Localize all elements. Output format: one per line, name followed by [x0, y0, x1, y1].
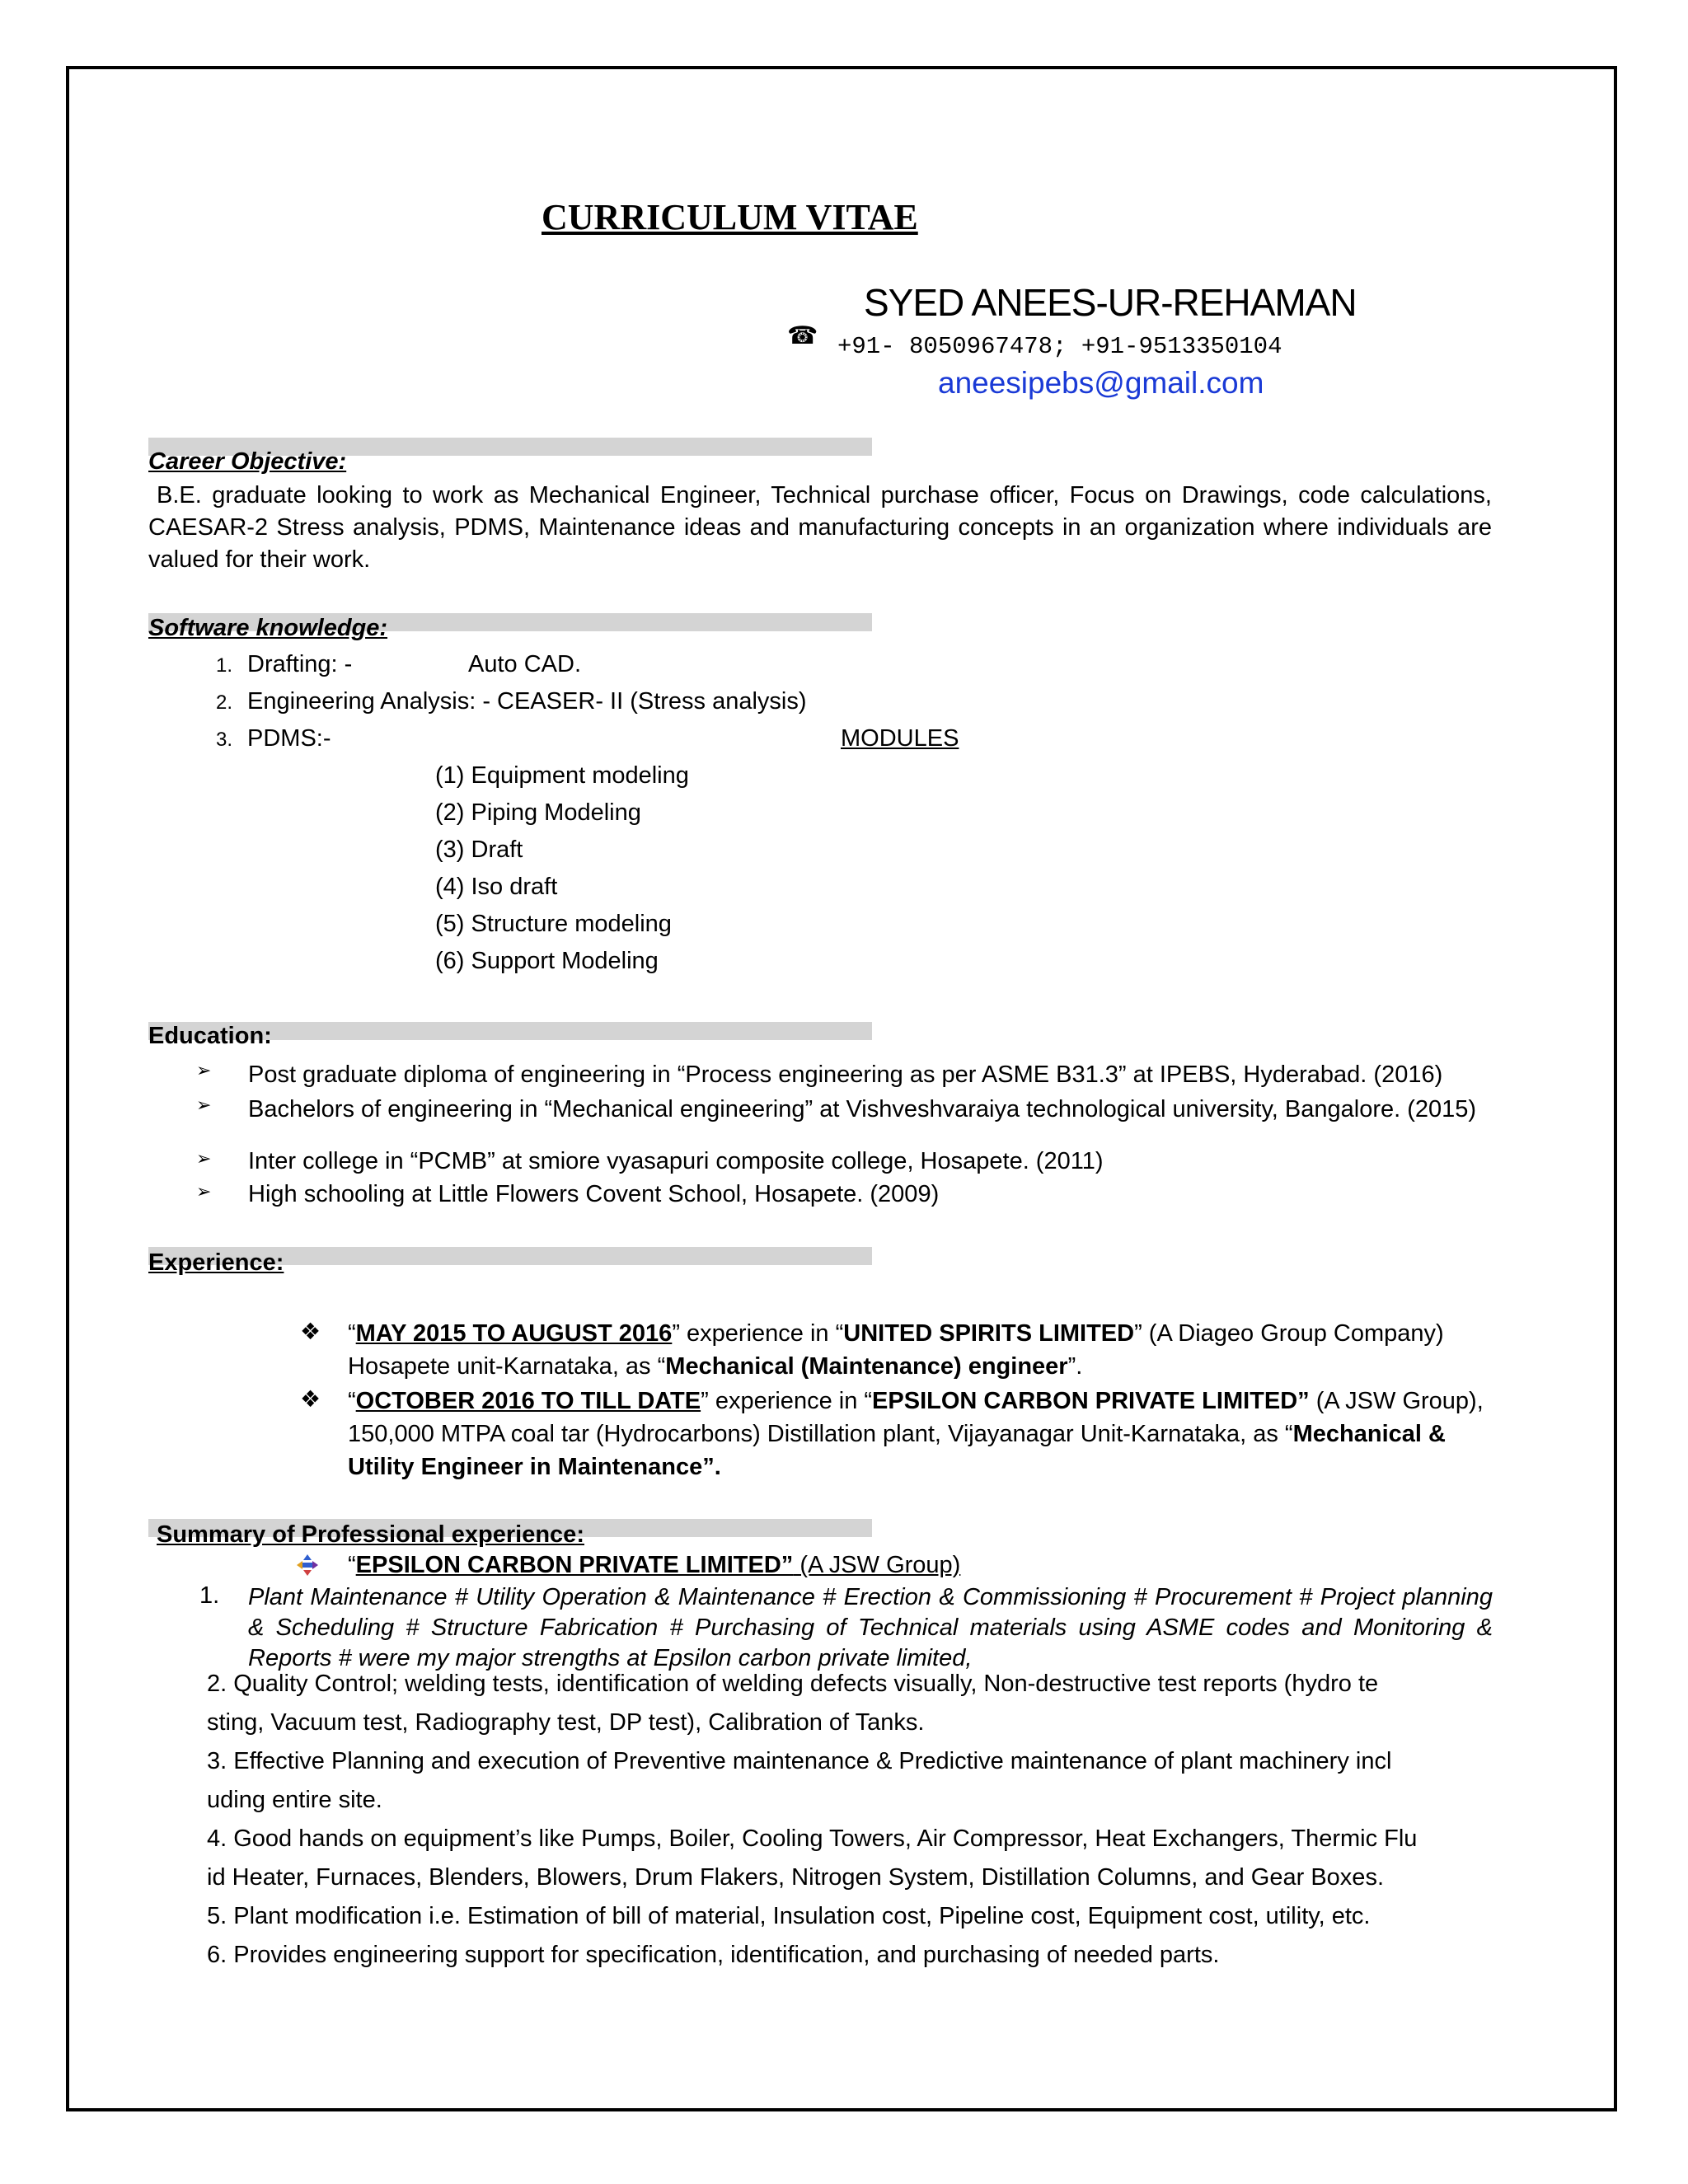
module-item: (3) Draft [435, 837, 523, 863]
summary-line: 2. Quality Control; welding tests, identification of welding defects visually, Non-destructive test reports (hydro te [207, 1671, 1379, 1697]
pdms-modules-heading: MODULES [841, 725, 959, 752]
summary-line: 6. Provides engineering support for specification, identification, and purchasing of needed parts. [207, 1942, 1220, 1968]
education-item: Bachelors of engineering in “Mechanical engineering” at Vishveshvaraiya technological university, Bangalore. (2015) [248, 1096, 1477, 1122]
career-heading: Career Objective: [148, 448, 347, 475]
education-item: Inter college in “PCMB” at smiore vyasapuri composite college, Hosapete. (2011) [248, 1148, 1104, 1174]
experience-heading: Experience: [148, 1249, 284, 1276]
summary-item-strengths: Plant Maintenance # Utility Operation & Maintenance # Erection & Commissioning # Procurement # Project planning & Scheduling # Structure Fabrication # Purchasing of Technical materials using ASME codes and Monitoring & Reports # were my major strengths at Epsilon carbon private limited, [248, 1584, 1493, 1671]
education-item: Post graduate diploma of engineering in “Process engineering as per ASME B31.3” at IPEBS, Hyderabad. (2016) [248, 1062, 1443, 1088]
module-item: (5) Structure modeling [435, 911, 672, 937]
arrow-bullet-icon: ➢ [196, 1181, 212, 1202]
summary-line: 3. Effective Planning and execution of Preventive maintenance & Predictive maintenance of plant machinery incl [207, 1748, 1392, 1774]
software-item-drafting: 1. Drafting: - [216, 651, 353, 677]
summary-line: uding entire site. [207, 1787, 382, 1813]
education-heading: Education: [148, 1023, 272, 1049]
summary-heading: Summary of Professional experience: [157, 1521, 584, 1548]
software-item-analysis: 2. Engineering Analysis: - CEASER- II (Stress analysis) [216, 688, 807, 715]
summary-line: id Heater, Furnaces, Blenders, Blowers, Drum Flakers, Nitrogen System, Distillation Columns, and Gear Boxes. [207, 1864, 1384, 1891]
diamond-bullet-icon: ❖ [300, 1386, 321, 1412]
four-way-arrow-icon [295, 1553, 320, 1577]
software-heading: Software knowledge: [148, 615, 388, 641]
summary-item-number: 1. [199, 1582, 220, 1609]
email-link[interactable]: aneesipebs@gmail.com [938, 366, 1264, 400]
module-item: (2) Piping Modeling [435, 799, 641, 826]
summary-line: sting, Vacuum test, Radiography test, DP test), Calibration of Tanks. [207, 1709, 925, 1736]
module-item: (4) Iso draft [435, 874, 558, 900]
career-objective-text: B.E. graduate looking to work as Mechanical Engineer, Technical purchase officer, Focus on Drawings, code calculations, CAESAR-2 Stress analysis, PDMS, Maintenance ideas and manufacturing concepts in an organization where individuals are valued for their work. [148, 482, 1492, 573]
experience-item: “OCTOBER 2016 TO TILL DATE” experience in “EPSILON CARBON PRIVATE LIMITED” (A JSW Group), 150,000 MTPA coal tar (Hydrocarbons) Distillation plant, Vijayanagar Unit-Karnataka, as “Mechanical & Utility Engineer in Maintenance”. [348, 1388, 1484, 1480]
arrow-bullet-icon: ➢ [196, 1094, 212, 1115]
experience-item: “MAY 2015 TO AUGUST 2016” experience in “UNITED SPIRITS LIMITED” (A Diageo Group Company) Hosapete unit-Karnataka, as “Mechanical (Maintenance) engineer”. [348, 1320, 1444, 1380]
candidate-name: SYED ANEES-UR-REHAMAN [864, 281, 1357, 324]
module-item: (1) Equipment modeling [435, 762, 689, 789]
diamond-bullet-icon: ❖ [300, 1319, 321, 1344]
phone-numbers: +91- 8050967478; +91-9513350104 [837, 333, 1282, 360]
arrow-bullet-icon: ➢ [196, 1060, 212, 1080]
arrow-bullet-icon: ➢ [196, 1148, 212, 1169]
module-item: (6) Support Modeling [435, 948, 659, 974]
summary-line: 5. Plant modification i.e. Estimation of bill of material, Insulation cost, Pipeline cost, Equipment cost, utility, etc. [207, 1903, 1371, 1929]
software-item-drafting-value: Auto CAD. [468, 651, 581, 677]
document-title: CURRICULUM VITAE [542, 197, 918, 237]
software-item-pdms: 3. PDMS:- [216, 725, 331, 752]
summary-company: “EPSILON CARBON PRIVATE LIMITED” (A JSW Group) [348, 1552, 961, 1578]
education-item: High schooling at Little Flowers Covent School, Hosapete. (2009) [248, 1181, 940, 1207]
summary-line: 4. Good hands on equipment’s like Pumps, Boiler, Cooling Towers, Air Compressor, Heat Exchangers, Thermic Flu [207, 1825, 1418, 1852]
telephone-icon: ☎ [787, 322, 818, 349]
